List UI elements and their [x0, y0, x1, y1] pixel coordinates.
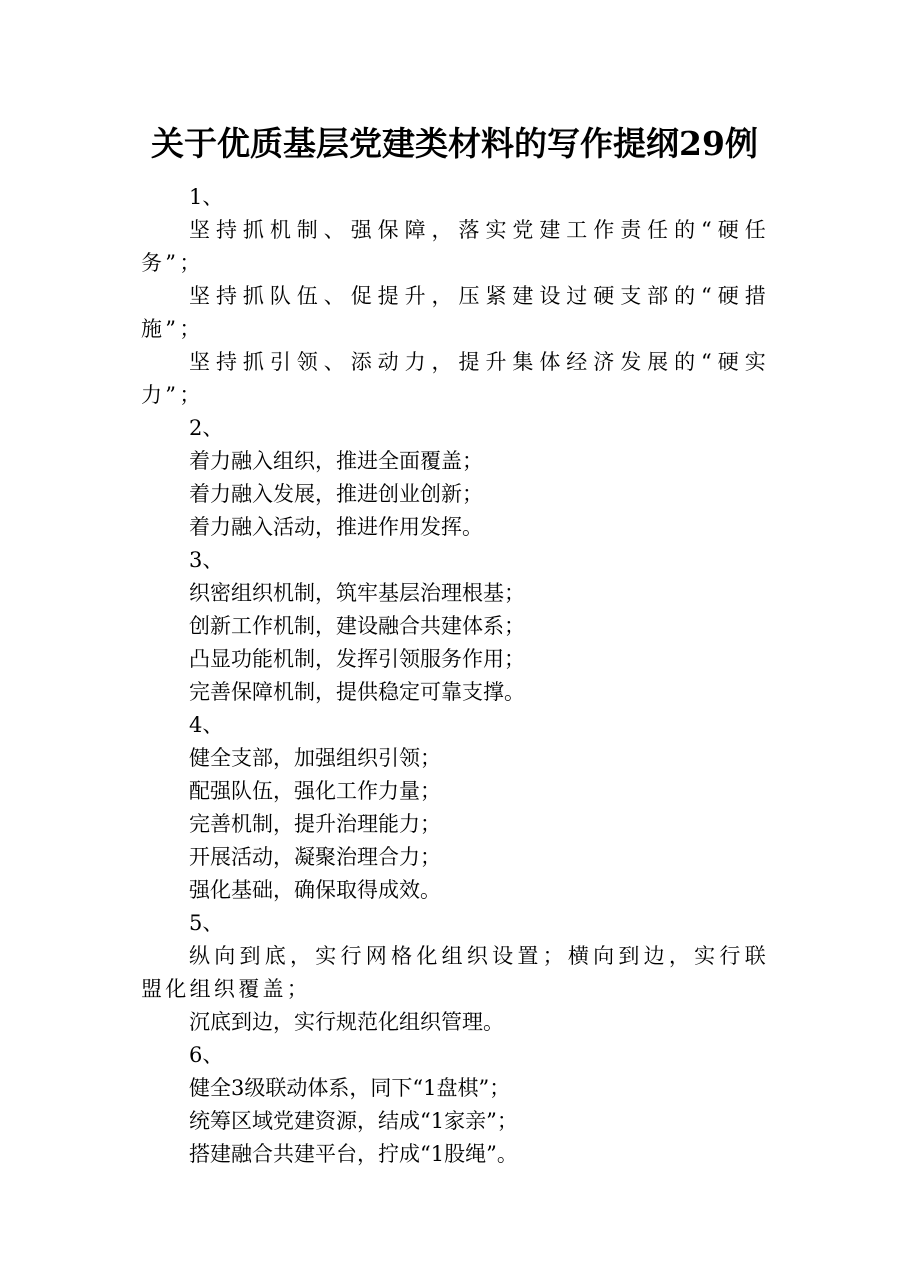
- document-title: 关于优质基层党建类材料的写作提纲29例: [151, 124, 758, 163]
- paragraph: 开展活动，凝聚治理合力；: [189, 845, 441, 869]
- paragraph: 凸显功能机制，发挥引领服务作用；: [189, 647, 525, 671]
- paragraph: 强化基础，确保取得成效。: [189, 878, 441, 902]
- paragraph: 统筹区域党建资源，结成“1家亲”；: [189, 1109, 518, 1133]
- paragraph: 沉底到边，实行规范化组织管理。: [189, 1010, 504, 1034]
- section-number: 5、: [189, 911, 224, 935]
- section-number: 1、: [189, 185, 224, 209]
- document-body: [141, 181, 769, 1171]
- paragraph: 坚持抓引领、添动力，提升集体经济发展的“硬实力”；: [141, 350, 769, 407]
- paragraph: 配强队伍，强化工作力量；: [189, 779, 441, 803]
- paragraph: 完善保障机制，提供稳定可靠支撑。: [189, 680, 525, 704]
- paragraph: 健全支部，加强组织引领；: [189, 746, 441, 770]
- section-number: 3、: [189, 548, 224, 572]
- paragraph: 织密组织机制，筑牢基层治理根基；: [189, 581, 525, 605]
- paragraph: 纵向到底，实行网格化组织设置；横向到边，实行联盟化组织覆盖；: [141, 944, 769, 1001]
- paragraph: 完善机制，提升治理能力；: [189, 812, 441, 836]
- paragraph: 着力融入组织，推进全面覆盖；: [189, 449, 483, 473]
- section-number: 6、: [189, 1043, 224, 1067]
- paragraph: 着力融入活动，推进作用发挥。: [189, 515, 483, 539]
- section-number: 4、: [189, 713, 224, 737]
- paragraph: 搭建融合共建平台，拧成“1股绳”。: [189, 1142, 518, 1166]
- section-number: 2、: [189, 416, 224, 440]
- paragraph: 着力融入发展，推进创业创新；: [189, 482, 483, 506]
- paragraph: 坚持抓队伍、促提升，压紧建设过硬支部的“硬措施”；: [141, 284, 769, 341]
- paragraph: 坚持抓机制、强保障，落实党建工作责任的“硬任务”；: [141, 218, 769, 275]
- paragraph: 创新工作机制，建设融合共建体系；: [189, 614, 525, 638]
- paragraph: 健全3级联动体系，同下“1盘棋”；: [189, 1076, 511, 1100]
